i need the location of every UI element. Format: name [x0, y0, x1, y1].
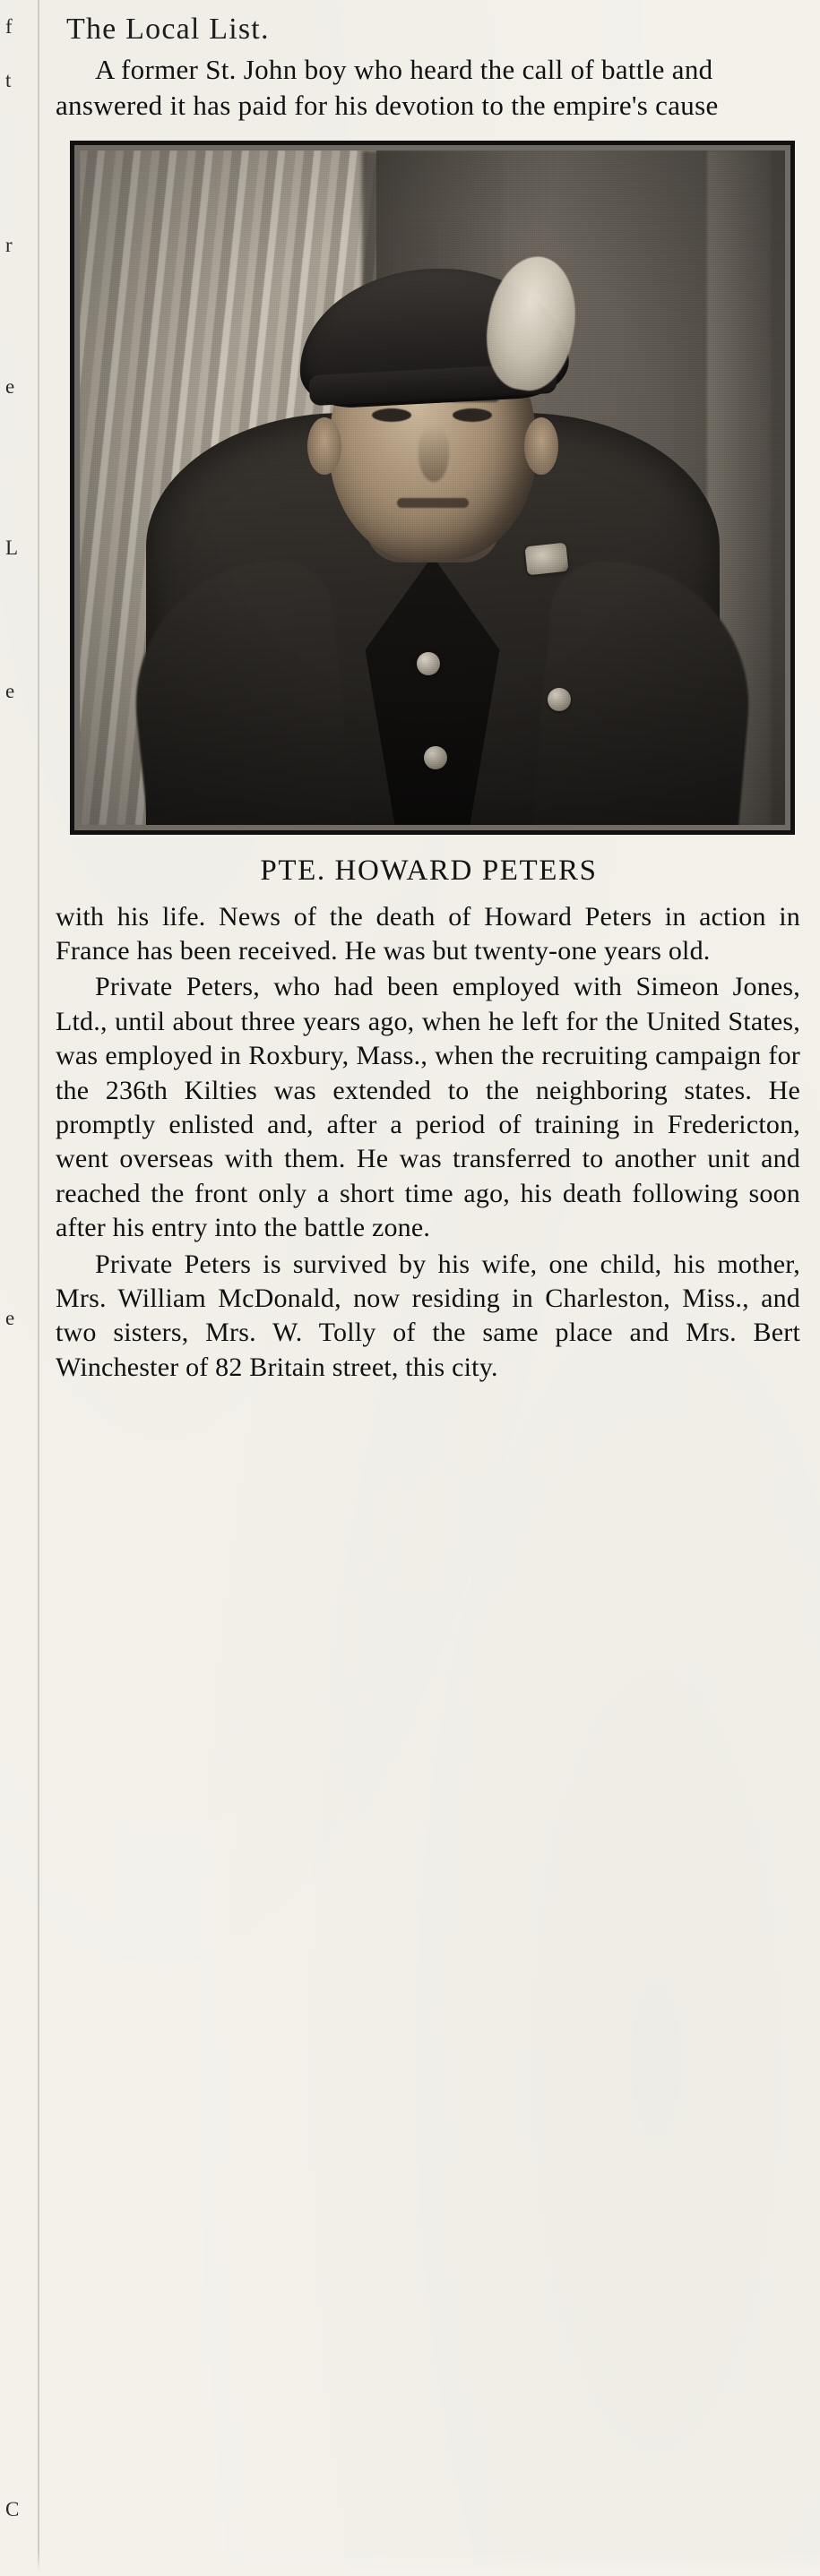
photo-caption: PTE. HOWARD PETERS [260, 854, 598, 887]
article-body [50, 900, 807, 1385]
lede-text: A former St. John boy who heard the call of battle and answered it has paid for his devotion to the empire's cause [56, 54, 719, 122]
soldier-ear-right [524, 417, 558, 475]
lede-paragraph [50, 48, 807, 125]
soldier-mouth [397, 498, 469, 508]
soldier-ear-left [307, 417, 341, 475]
article-paragraph: Private Peters is survived by his wife, one child, his mother, Mrs. William McDonald, now residing in Charleston, Miss., and two sisters, Mrs. W. Tolly of the same place and Mrs. Bert Winchester of 82 Britain street, this city. [56, 1249, 800, 1382]
section-header: The Local List. [66, 13, 270, 46]
portrait-photo [70, 141, 795, 835]
margin-fragment: e [5, 1307, 15, 1329]
soldier-eye-right [453, 408, 492, 422]
soldier-eye-left [372, 408, 411, 422]
margin-fragment: C [5, 2498, 20, 2520]
portrait-photo-image [80, 150, 785, 825]
soldier-nose [419, 426, 449, 482]
margin-fragment: L [5, 537, 19, 559]
article-column [41, 0, 820, 2576]
margin-fragment: e [5, 680, 15, 702]
tunic-button [424, 746, 447, 769]
margin-fragment: t [5, 69, 12, 91]
margin-fragment: r [5, 234, 13, 256]
margin-fragment: e [5, 375, 15, 398]
tunic-button [417, 652, 440, 675]
left-column-sliver [0, 0, 39, 2576]
tunic-button [548, 688, 571, 711]
shoulder-badge [524, 542, 568, 575]
article-paragraph: Private Peters, who had been employed with Simeon Jones, Ltd., until about three years ago, when he left for the United States, was employed in Roxbury, Mass., when the recruiting campaign for the 236th Kilties was extended to the neighboring states. He promptly enlisted and, after a period of training in Fredericton, went overseas with them. He was transferred to another unit and reached the front only a short time ago, his death following soon after his entry into the battle zone. [56, 972, 800, 1243]
margin-fragment: f [5, 15, 13, 38]
article-paragraph: with his life. News of the death of Howard Peters in action in France has been received. He was but twenty-one years old. [56, 901, 800, 966]
